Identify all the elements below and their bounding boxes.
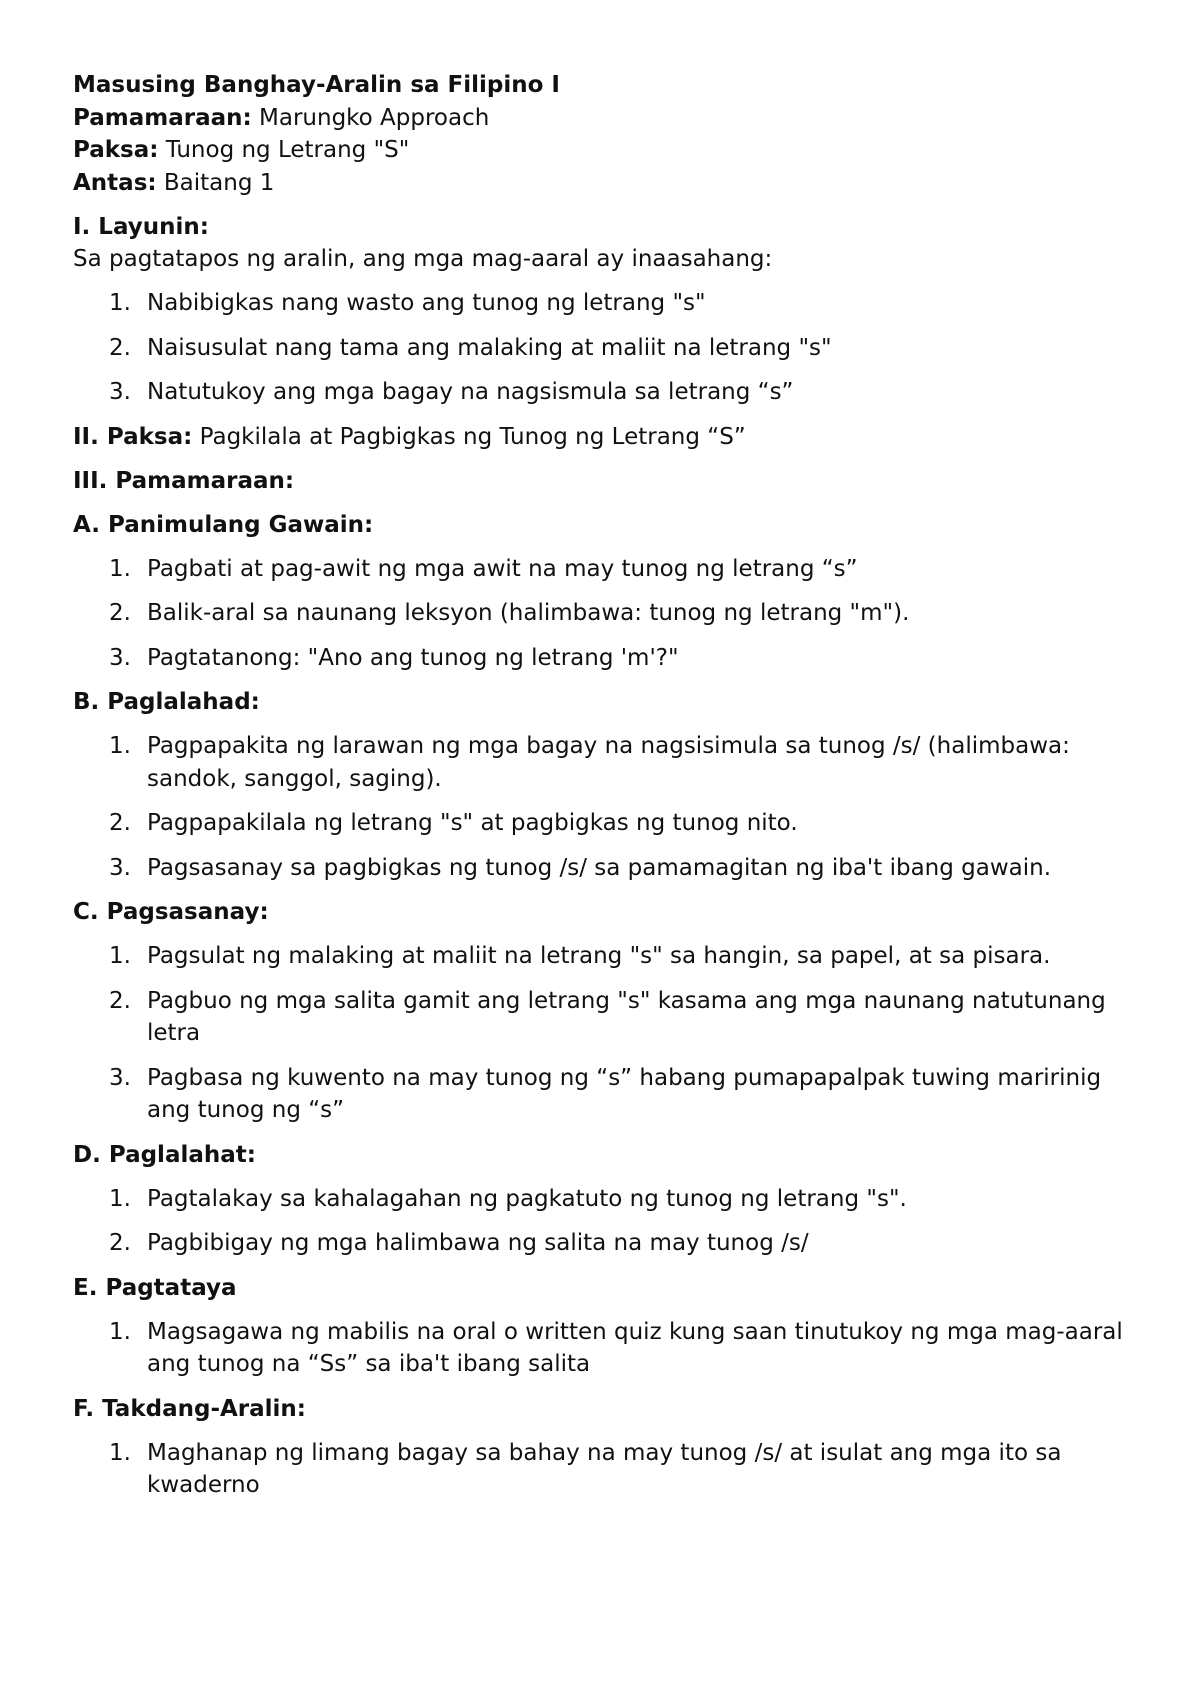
section-heading-e: E. Pagtataya	[73, 1274, 237, 1301]
section-list-a	[73, 553, 1140, 675]
pamamaraan-value: Marungko Approach	[251, 104, 490, 131]
document-title: Masusing Banghay-Aralin sa Filipino I	[73, 72, 560, 98]
pamamaraan-line	[73, 102, 1140, 135]
list-item: 1. Pagsulat ng malaking at maliit na letrang "s" sa hangin, sa papel, at sa pisara.	[109, 943, 1051, 969]
pamamaraan-label: Pamamaraan:	[73, 104, 252, 131]
layunin-heading: I. Layunin:	[73, 214, 209, 240]
paksa-label: Paksa:	[73, 137, 159, 163]
section-list-d	[73, 1183, 1140, 1260]
list-item: 2. Balik-aral sa naunang leksyon (halimbawa: tunog ng letrang "m").	[109, 600, 910, 626]
list-item: 3. Pagsasanay sa pagbigkas ng tunog /s/ sa pamamagitan ng iba't ibang gawain.	[109, 854, 1052, 881]
list-item: 2. Pagbibigay ng mga halimbawa ng salita na may tunog /s/	[109, 1230, 809, 1256]
antas-value: Baitang 1	[156, 169, 275, 196]
paksa-section-label: II. Paksa:	[73, 423, 193, 450]
list-item: 1. Pagpapakita ng larawan ng mga bagay na nagsisimula sa tunog /s/ (halimbawa: sandok, sanggol, saging).	[109, 733, 1070, 792]
list-item: 3. Pagtatanong: "Ano ang tunog ng letrang 'm'?"	[109, 644, 679, 671]
section-list-e	[73, 1316, 1140, 1381]
list-item: 1. Nabibigkas nang wasto ang tunog ng letrang "s"	[109, 290, 706, 316]
section-list-f	[73, 1437, 1140, 1502]
pamamaraan-heading: III. Pamamaraan:	[73, 467, 295, 494]
list-item: 2. Naisusulat nang tama ang malaking at maliit na letrang "s"	[109, 334, 832, 361]
section-heading-f: F. Takdang-Aralin:	[73, 1395, 306, 1422]
paksa-section-value: Pagkilala at Pagbigkas ng Tunog ng Letrang “S”	[192, 423, 746, 450]
antas-line	[73, 167, 1140, 200]
antas-label: Antas:	[73, 169, 157, 196]
layunin-list	[73, 287, 1140, 409]
section-list-c	[73, 940, 1140, 1127]
list-item: 3. Natutukoy ang mga bagay na nagsismula sa letrang “s”	[109, 379, 794, 405]
paksa-line	[73, 134, 1140, 167]
section-heading-c: C. Pagsasanay:	[73, 899, 269, 925]
section-heading-a: A. Panimulang Gawain:	[73, 511, 374, 538]
list-item: 1. Maghanap ng limang bagay sa bahay na may tunog /s/ at isulat ang mga ito sa kwaderno	[109, 1439, 1062, 1498]
list-item: 1. Magsagawa ng mabilis na oral o written quiz kung saan tinutukoy ng mga mag-aaral ang tunog na “Ss” sa iba't ibang salita	[109, 1318, 1123, 1377]
section-heading-d: D. Paglalahat:	[73, 1141, 256, 1168]
list-item: 3. Pagbasa ng kuwento na may tunog ng “s” habang pumapapalpak tuwing maririnig ang tunog ng “s”	[109, 1064, 1102, 1123]
layunin-intro: Sa pagtatapos ng aralin, ang mga mag-aaral ay inaasahang:	[73, 246, 773, 272]
list-item: 1. Pagbati at pag-awit ng mga awit na may tunog ng letrang “s”	[109, 555, 858, 582]
section-heading-b: B. Paglalahad:	[73, 689, 260, 715]
paksa-value: Tunog ng Letrang "S"	[158, 137, 410, 163]
paksa-section	[73, 421, 1140, 453]
list-item: 2. Pagpapakilala ng letrang "s" at pagbigkas ng tunog nito.	[109, 810, 798, 836]
list-item: 1. Pagtalakay sa kahalagahan ng pagkatuto ng tunog ng letrang "s".	[109, 1185, 907, 1212]
list-item: 2. Pagbuo ng mga salita gamit ang letrang "s" kasama ang mga naunang natutunang letra	[109, 987, 1106, 1046]
section-list-b	[73, 730, 1140, 884]
